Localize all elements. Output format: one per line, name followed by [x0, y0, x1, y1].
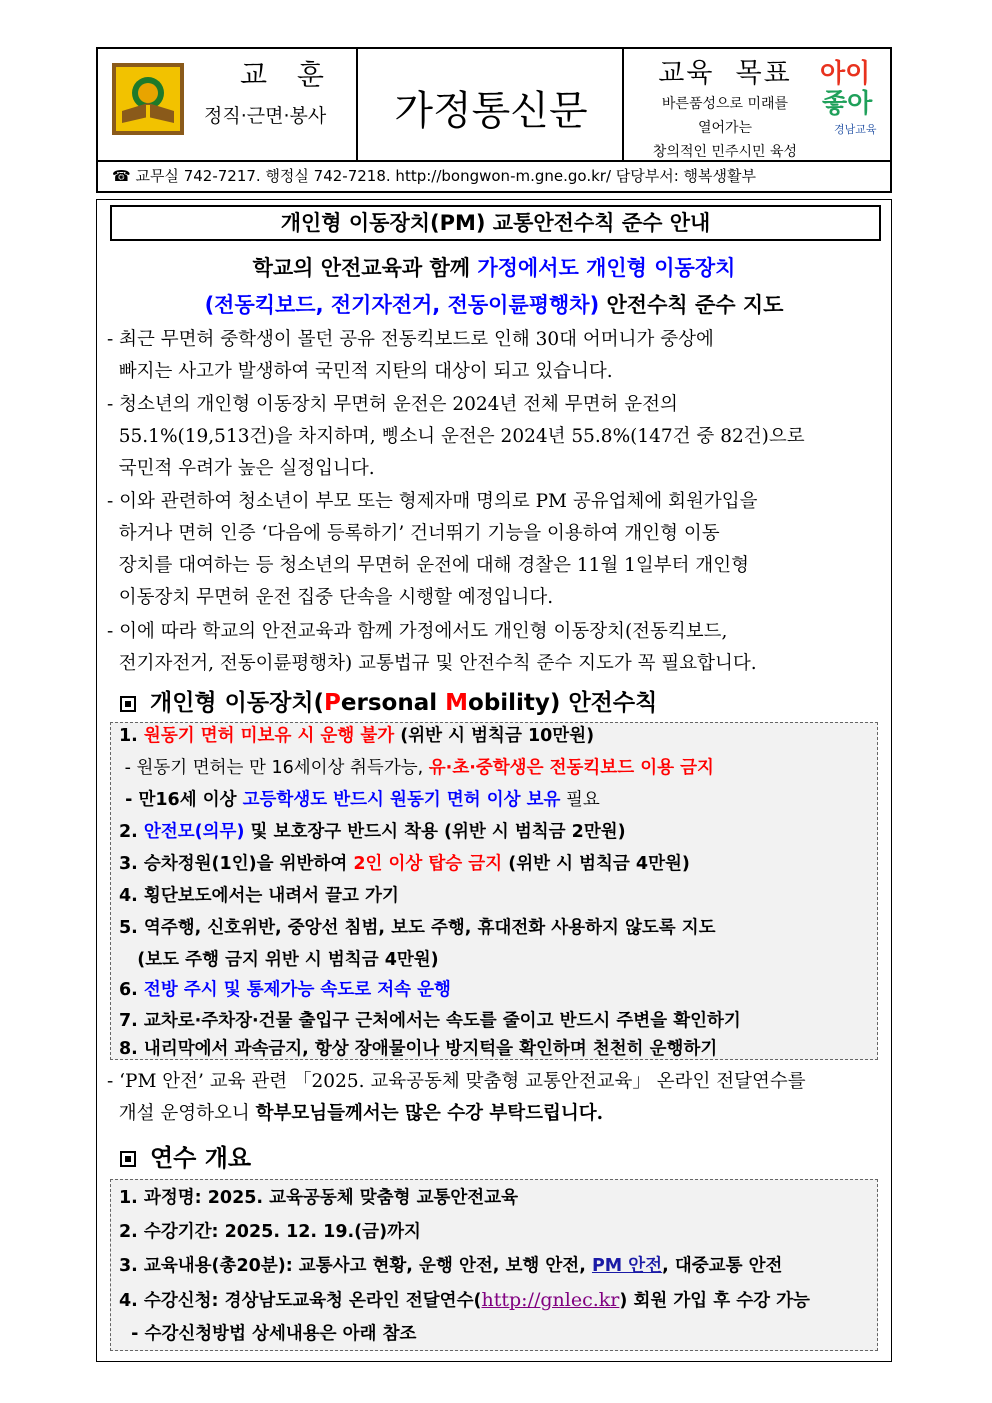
section2-text: 연수 개요	[150, 1144, 252, 1172]
title-cell	[358, 49, 624, 160]
rule-number: 2.	[119, 822, 144, 842]
rule-6	[119, 974, 451, 1006]
paragraph-line: 국민적 우려가 높은 실정입니다.	[107, 458, 375, 479]
course-link[interactable]: http://gnlec.kr	[481, 1289, 620, 1311]
rule-highlight: 전방 주시 및 통제가능 속도로 저속 운행	[143, 980, 451, 1000]
rule-highlight: 원동기 면허 미보유 시 운행 불가	[143, 726, 395, 746]
subtitle-1b: 가정에서도 개인형 이동장치	[477, 256, 736, 280]
rule-highlight: 유·초·중학생은 전동킥보드 이용 금지	[428, 758, 714, 778]
safety-rules-box	[110, 722, 878, 1060]
subtitle-line-2	[96, 289, 892, 319]
paragraph-line: 55.1%(19,513건)을 차지하며, 삥소니 운전은 2024년 55.8%(147건 중 82건)으로	[107, 426, 805, 447]
section1-text: obility) 안전수칙	[468, 690, 658, 716]
square-bullet-icon	[120, 696, 136, 712]
paragraph-line: 이동장치 무면허 운전 집중 단속을 시행할 예정입니다.	[107, 587, 554, 608]
paragraph-3	[107, 486, 757, 614]
school-motto: 정직·근면·봉사	[204, 105, 327, 127]
course-text: ) 회원 가입 후 수강 가능	[619, 1291, 810, 1311]
rule-highlight: 2인 이상 탑승 금지	[353, 854, 503, 874]
goal-title: 교육 목표	[658, 58, 792, 89]
brand-line-2: 좋아	[822, 89, 873, 119]
note-line-2	[107, 1098, 806, 1130]
notice-title: 개인형 이동장치(PM) 교통안전수칙 준수 안내	[110, 205, 881, 241]
newsletter-title: 가정통신문	[394, 88, 588, 134]
section-safety-rules-heading	[120, 684, 657, 717]
rule-highlight: 안전모(의무)	[143, 822, 245, 842]
rule-number: 6.	[119, 980, 144, 1000]
paragraph-1	[107, 324, 714, 388]
rule-8: 8. 내리막에서 과속금지, 항상 장애물이나 방지턱을 확인하며 천천히 운행하기	[119, 1039, 718, 1059]
subtitle-1a: 학교의 안전교육과 함께	[252, 256, 478, 280]
course-item-1: 1. 과정명: 2025. 교육공동체 맞춤형 교통안전교육	[119, 1188, 519, 1208]
section1-p: P	[324, 690, 341, 716]
goal-line-2: 열어가는	[697, 120, 753, 136]
note-line-1: - ‘PM 안전’ 교육 관련 「2025. 교육공동체 맞춤형 교통안전교육」 온라인 전달연수를	[107, 1071, 806, 1092]
rule-1b	[119, 784, 600, 816]
goal-line-3: 창의적인 민주시민 육성	[652, 144, 798, 160]
rule-text: - 만16세 이상	[119, 790, 243, 810]
contact-bar: ☎ 교무실 742-7217. 행정실 742-7218. http://bongwon-m.gne.go.kr/ 담당부서: 행복생활부	[96, 162, 892, 193]
square-bullet-icon	[120, 1151, 136, 1167]
course-text: , 대중교통 안전	[662, 1256, 783, 1276]
rule-7: 7. 교차로·주차장·건물 출입구 근처에서는 속도를 줄이고 반드시 주변을 확인하기	[119, 1011, 741, 1031]
paragraph-line: 하거나 면허 인증 ‘다음에 등록하기’ 건너뛰기 기능을 이용하여 개인형 이동	[107, 523, 720, 544]
subtitle-2b: 안전수칙 준수 지도	[599, 293, 784, 317]
section1-m: M	[445, 690, 469, 716]
paragraph-line: - 청소년의 개인형 이동장치 무면허 운전은 2024년 전체 무면허 운전의	[107, 394, 678, 415]
subtitle-2a: (전동킥보드, 전기자전거, 전동이륜평행차)	[204, 293, 600, 317]
course-text: 3. 교육내용(총20분): 교통사고 현황, 운행 안전, 보행 안전,	[119, 1256, 592, 1276]
rule-1a	[119, 752, 714, 784]
motto-cell	[98, 49, 358, 160]
rule-text: - 원동기 면허는 만 16세이상 취득가능,	[119, 758, 429, 778]
paragraph-line: - 이에 따라 학교의 안전교육과 함께 가정에서도 개인형 이동장치(전동킥보드,	[107, 621, 728, 642]
rule-5b: (보도 주행 금지 위반 시 범칙금 4만원)	[119, 950, 439, 970]
course-item-4	[119, 1284, 810, 1317]
newsletter-header	[96, 47, 892, 162]
rule-text: (위반 시 범칙금 10만원)	[394, 726, 595, 746]
goal-cell	[624, 49, 890, 160]
note-emphasis: 학부모님들께서는 많은 수강 부탁드립니다.	[255, 1103, 604, 1124]
course-item-3	[119, 1250, 782, 1282]
course-box	[110, 1179, 878, 1351]
paragraph-line: 전기자전거, 전동이륜평행차) 교통법규 및 안전수칙 준수 지도가 꼭 필요합니다.	[107, 653, 757, 674]
paragraph-line: 장치를 대여하는 등 청소년의 무면허 운전에 대해 경찰은 11월 1일부터 개인형	[107, 555, 750, 576]
course-text: 4. 수강신청: 경상남도교육청 온라인 전달연수(	[119, 1291, 482, 1311]
rule-5: 5. 역주행, 신호위반, 중앙선 침범, 보도 주행, 휴대전화 사용하지 않도록 지도	[119, 918, 716, 938]
course-item-2: 2. 수강기간: 2025. 12. 19.(금)까지	[119, 1222, 421, 1242]
paragraph-2	[107, 389, 805, 485]
brand-logo	[820, 53, 888, 157]
paragraph-line: 빠지는 사고가 발생하여 국민적 지탄의 대상이 되고 있습니다.	[107, 361, 613, 382]
rule-text: 필요	[560, 790, 600, 810]
brand-sub: 경남교육	[834, 123, 877, 136]
rule-2	[119, 816, 626, 848]
paragraph-4	[107, 616, 757, 680]
rule-text: 및 보호장구 반드시 착용 (위반 시 범칙금 2만원)	[244, 822, 626, 842]
brand-line-1: 아이	[820, 59, 871, 89]
school-emblem-icon	[110, 61, 186, 137]
note-text: 개설 운영하오니	[107, 1103, 256, 1124]
paragraph-line: - 최근 무면허 중학생이 몰던 공유 전동킥보드로 인해 30대 어머니가 중상에	[107, 329, 714, 350]
section1-text: 개인형 이동장치(	[150, 690, 325, 716]
section1-text: ersonal	[340, 690, 446, 716]
rule-text: (위반 시 범칙금 4만원)	[502, 854, 690, 874]
rule-text: 3. 승차정원(1인)을 위반하여	[119, 854, 354, 874]
rule-1	[119, 720, 594, 752]
paragraph-line: - 이와 관련하여 청소년이 부모 또는 형제자매 명의로 PM 공유업체에 회원가입을	[107, 491, 758, 512]
note-paragraph	[107, 1066, 806, 1130]
goal-line-1: 바른품성으로 미래를	[661, 96, 789, 112]
course-highlight: PM 안전	[591, 1256, 663, 1276]
section-course-heading	[120, 1138, 251, 1173]
rule-3	[119, 848, 690, 880]
rule-number: 1.	[119, 726, 144, 746]
motto-title: 교 훈	[240, 58, 328, 91]
rule-4: 4. 횡단보도에서는 내려서 끌고 가기	[119, 886, 399, 906]
subtitle-line-1	[96, 252, 892, 282]
rule-highlight: 고등학생도 반드시 원동기 면허 이상 보유	[242, 790, 561, 810]
course-item-5: - 수강신청방법 상세내용은 아래 참조	[119, 1324, 417, 1344]
